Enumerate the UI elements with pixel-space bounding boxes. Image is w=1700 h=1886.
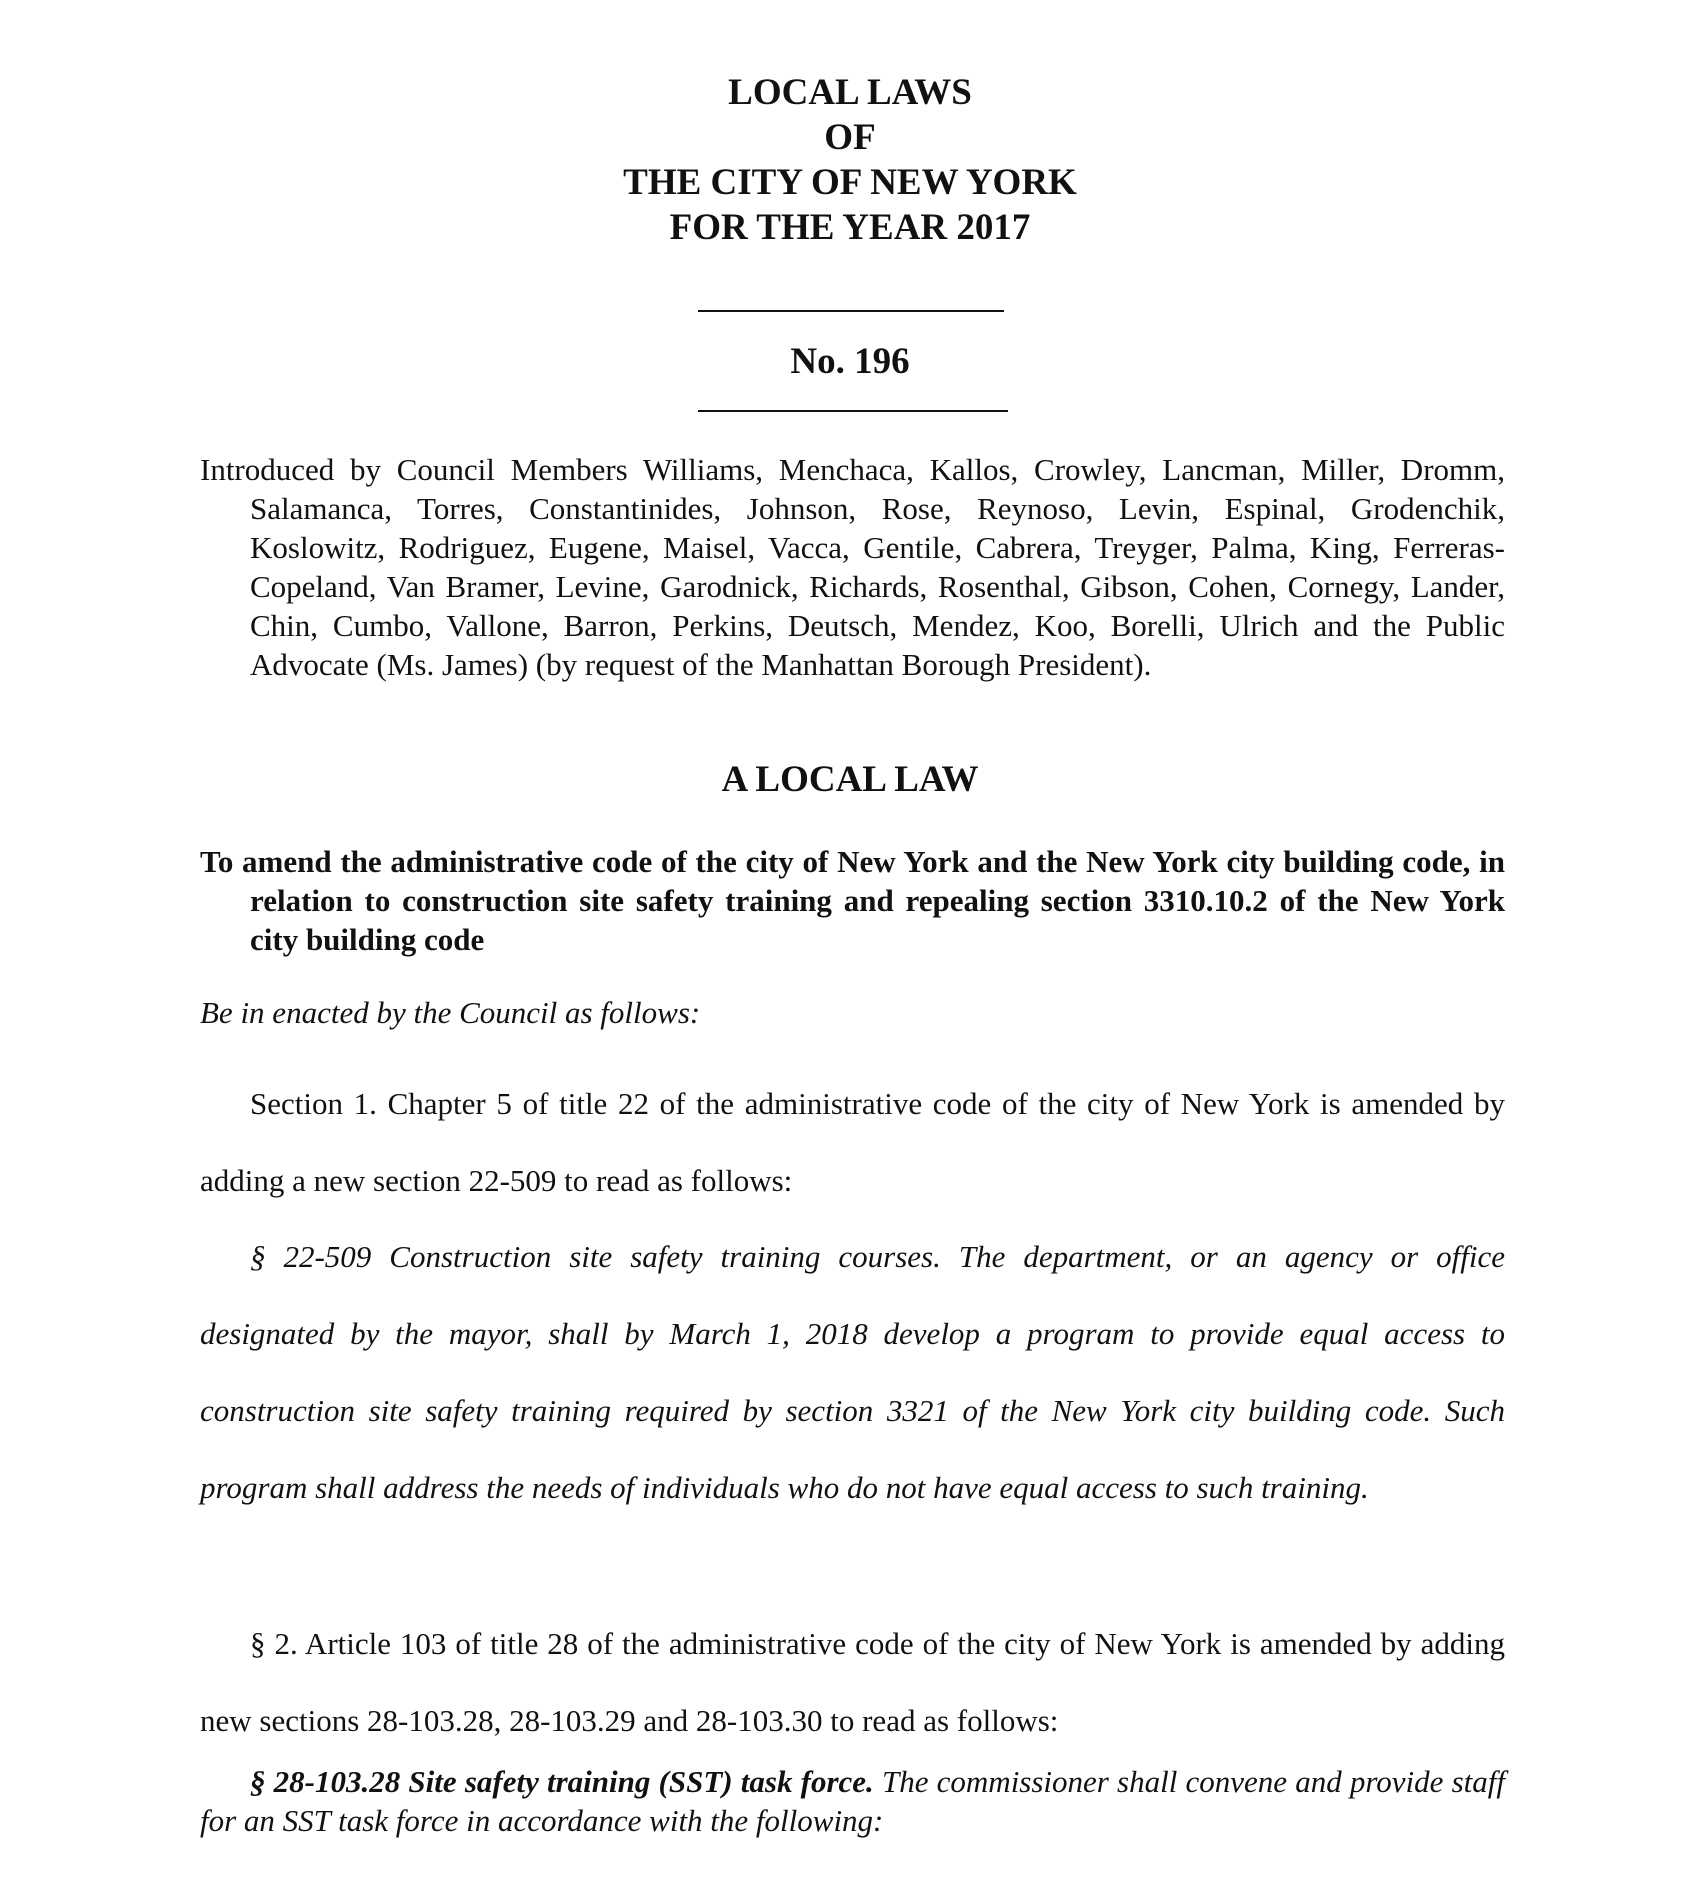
top-divider: [698, 310, 1004, 312]
law-number: No. 196: [790, 341, 910, 382]
title-line-4: FOR THE YEAR 2017: [669, 207, 1031, 248]
section-2: § 2. Article 103 of title 28 of the administrative code of the city of New York is amended by adding new sections 28-103.28, 28-103.29 and 28-103.30 to read as follows:: [200, 1626, 1505, 1738]
title-line-2: OF: [824, 117, 876, 158]
section-28-103-28: [200, 1762, 1505, 1840]
bottom-divider: [698, 410, 1008, 412]
section-22-509: § 22-509 Construction site safety training courses. The department, or an agency or office designated by the mayor, shall by March 1, 2018 develop a program to provide equal access to construction site safety training required by section 3321 of the New York city building code. Such program shall address the needs of individuals who do not have equal access to such training.: [200, 1239, 1505, 1505]
local-law-heading: A LOCAL LAW: [721, 759, 979, 800]
introduced-by: Introduced by Council Members Williams, Menchaca, Kallos, Crowley, Lancman, Miller, Dromm, Salamanca, Torres, Constantinides, Johnson, Rose, Reynoso, Levin, Espinal, Grodenchik, Koslowitz, Rodriguez, Eugene, Maisel, Vacca, Gentile, Cabrera, Treyger, Palma, King, Ferreras-Copeland, Van Bramer, Levine, Garodnick, Richards, Rosenthal, Gibson, Cohen, Cornegy, Lander, Chin, Cumbo, Vallone, Barron, Perkins, Deutsch, Mendez, Koo, Borelli, Ulrich and the Public Advocate (Ms. James) (by request of the Manhattan Borough President).: [200, 452, 1505, 682]
section-28-103-28-title: § 28-103.28 Site safety training (SST) task force.: [250, 1764, 874, 1799]
law-purpose: To amend the administrative code of the city of New York and the New York city building code, in relation to construction site safety training and repealing section 3310.10.2 of the New York city building code: [200, 844, 1505, 957]
section-1: Section 1. Chapter 5 of title 22 of the administrative code of the city of New York is amended by adding a new section 22-509 to read as follows:: [200, 1086, 1505, 1198]
document-title: [0, 70, 1700, 250]
section-28-103-28-text: The commissioner shall convene and provide staff for an SST task force in accordance with the following:: [200, 1764, 1505, 1838]
title-line-1: LOCAL LAWS: [728, 72, 972, 113]
enacting-clause: Be in enacted by the Council as follows:: [200, 995, 701, 1030]
title-line-3: THE CITY OF NEW YORK: [623, 162, 1077, 203]
